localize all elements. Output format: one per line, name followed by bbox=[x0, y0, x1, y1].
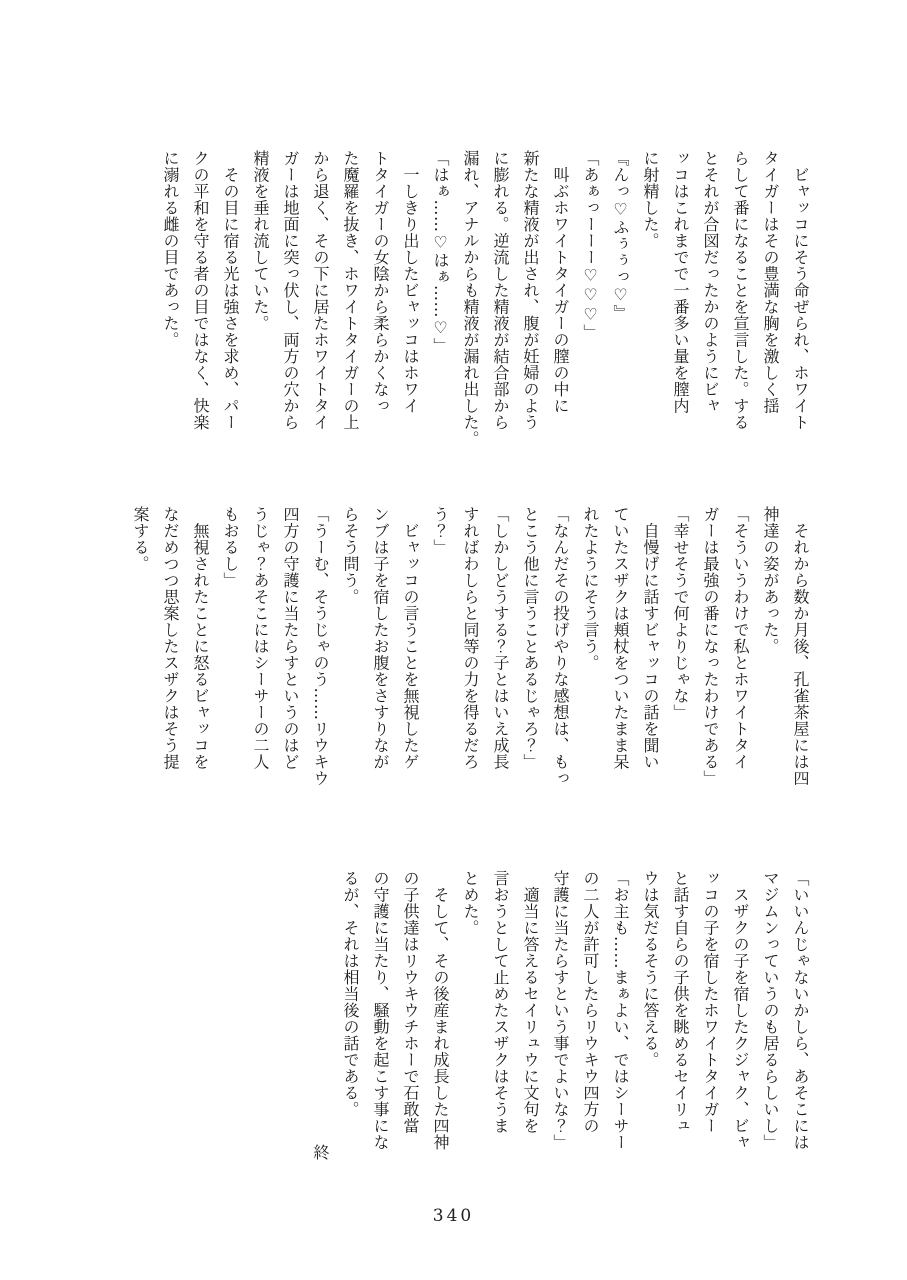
text-line: うじゃ？あそこにはシーサーの二人 bbox=[251, 506, 270, 770]
text-line: ビャッコの言うことを無視したゲ bbox=[401, 506, 420, 770]
text-line: ガーは地面に突っ伏し、両方の穴から bbox=[281, 150, 300, 431]
text-line: ッコはこれまでで一番多い量を膣内 bbox=[671, 150, 690, 414]
text-line: 神達の姿があった。 bbox=[761, 506, 780, 655]
text-line: トタイガーの女陰から柔らかくなっ bbox=[371, 150, 390, 414]
page-number: 340 bbox=[432, 1206, 475, 1226]
text-line: らそう問う。 bbox=[341, 506, 360, 605]
text-line: の二人が許可したらリウキウ四方の bbox=[581, 870, 600, 1134]
text-line: た魔羅を抜き、ホワイトタイガーの上 bbox=[341, 150, 360, 431]
text-line: 「うーむ、そうじゃのう……リウキウ bbox=[311, 506, 330, 787]
text-line: 「そういうわけで私とホワイトタイ bbox=[731, 506, 750, 770]
text-line: クの平和を守る者の目ではなく、快楽 bbox=[191, 150, 210, 431]
text-line: に膨れる。逆流した精液が結合部から bbox=[491, 150, 510, 431]
text-line: 精液を垂れ流していた。 bbox=[251, 150, 270, 332]
text-line: れたようにそう言う。 bbox=[581, 506, 600, 671]
text-line: う？」 bbox=[431, 506, 450, 556]
text-line: そして、その後産まれ成長した四神 bbox=[431, 870, 450, 1151]
text-line: 「はぁ……♡はぁ……♡」 bbox=[431, 150, 450, 354]
text-line: 案する。 bbox=[131, 506, 150, 572]
text-line: の守護に当たり、騒動を起こす事にな bbox=[371, 870, 390, 1151]
text-line: から退く、その下に居たホワイトタイ bbox=[311, 150, 330, 431]
text-line: タイガーはその豊満な胸を激しく揺 bbox=[761, 150, 780, 414]
text-line: に射精した。 bbox=[641, 150, 660, 249]
text-line: 「あぁっーーー♡♡♡」 bbox=[581, 150, 600, 341]
text-line: 漏れ、アナルからも精液が漏れ出した。 bbox=[461, 150, 480, 447]
text-line: もおるし」 bbox=[221, 506, 240, 589]
text-line: 無視されたことに怒るビャッコを bbox=[191, 506, 210, 770]
text-line: 「お主も……まぁよい、ではシーサー bbox=[611, 870, 630, 1151]
text-line: 「幸せそうで何よりじゃな」 bbox=[671, 506, 690, 721]
story-section-top bbox=[155, 150, 815, 462]
text-line: 守護に当たらすという事でよいな？」 bbox=[551, 870, 570, 1151]
text-line: とこう他に言うことあるじゃろ？」 bbox=[521, 506, 540, 770]
text-line: ウは気だるそうに答える。 bbox=[641, 870, 660, 1068]
text-line: すればわしらと同等の力を得るだろ bbox=[461, 506, 480, 770]
text-line: その目に宿る光は強さを求め、パー bbox=[221, 150, 240, 431]
text-line: 『んっ♡ふぅぅっ♡』 bbox=[611, 150, 630, 321]
text-line: 一しきり出したビャッコはホワイ bbox=[401, 150, 420, 414]
text-line: と話す自らの子供を眺めるセイリュ bbox=[671, 870, 690, 1134]
text-line: それから数か月後、孔雀茶屋には四 bbox=[791, 506, 810, 787]
text-line: に溺れる雌の目であった。 bbox=[161, 150, 180, 348]
text-line: ンブは子を宿したお腹をさすりなが bbox=[371, 506, 390, 770]
text-line: 言おうとして止めたスザクはそうま bbox=[491, 870, 510, 1134]
text-line: ていたスザクは頬杖をついたまま呆 bbox=[611, 506, 630, 770]
story-section-bottom bbox=[305, 870, 815, 1160]
text-line: らして番になることを宣言した。する bbox=[731, 150, 750, 431]
text-line: ガーは最強の番になったわけである」 bbox=[701, 506, 720, 787]
text-line: 適当に答えるセイリュウに文句を bbox=[521, 870, 540, 1134]
story-section-middle bbox=[125, 506, 815, 818]
text-line: ビャッコにそう命ぜられ、ホワイト bbox=[791, 150, 810, 431]
text-line: とそれが合図だったかのようにビャ bbox=[701, 150, 720, 414]
text-line: 四方の守護に当たらすというのはど bbox=[281, 506, 300, 770]
text-line: 叫ぶホワイトタイガーの膣の中に bbox=[551, 150, 570, 414]
text-line: の子供達はリウキウチホーで石敢當 bbox=[401, 870, 420, 1134]
text-line: 「いいんじゃないかしら、あそこには bbox=[791, 870, 810, 1151]
text-line: 「なんだその投げやりな感想は、もっ bbox=[551, 506, 570, 787]
text-line: 自慢げに話すビャッコの話を聞い bbox=[641, 506, 660, 770]
end-mark: 終 bbox=[311, 1143, 330, 1160]
text-line: 「しかしどうする？子とはいえ成長 bbox=[491, 506, 510, 770]
text-line: 新たな精液が出され、腹が妊婦のよう bbox=[521, 150, 540, 431]
text-line: るが、それは相当後の話である。 bbox=[341, 870, 360, 1118]
text-line: ッコの子を宿したホワイトタイガー bbox=[701, 870, 720, 1134]
text-line: スザクの子を宿したクジャク、ビャ bbox=[731, 870, 750, 1151]
text-line: マジムンっていうのも居るらしいし」 bbox=[761, 870, 780, 1151]
text-line: とめた。 bbox=[461, 870, 480, 936]
text-line: なだめつつ思案したスザクはそう提 bbox=[161, 506, 180, 770]
